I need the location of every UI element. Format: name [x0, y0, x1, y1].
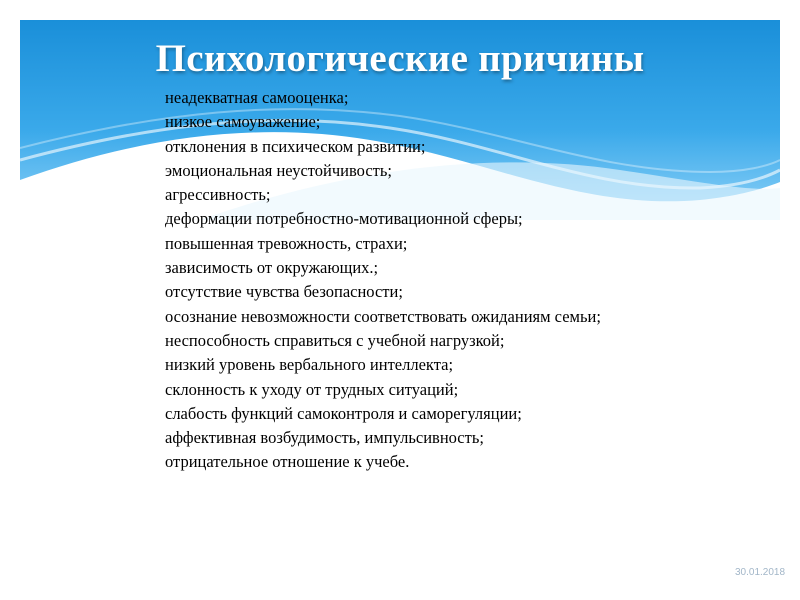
list-item-text: неспособность справиться с учебной нагрузкой;	[165, 330, 505, 350]
list-item-text: низкий уровень вербального интеллекта;	[165, 355, 454, 375]
list-item	[0, 353, 800, 377]
list-item	[0, 86, 800, 110]
list-item-text: отклонения в психическом развитии;	[165, 136, 426, 156]
list-item	[0, 426, 800, 450]
list-item	[0, 232, 800, 256]
list-item-text: деформации потребностно-мотивационной сферы;	[165, 209, 523, 229]
list-item-text: аффективная возбудимость, импульсивность;	[165, 428, 484, 448]
causes-list	[0, 86, 800, 475]
list-item-text: отрицательное отношение к учебе.	[165, 452, 410, 472]
list-item-text: отсутствие чувства безопасности;	[165, 282, 403, 302]
list-item	[0, 256, 800, 280]
list-item	[0, 183, 800, 207]
list-item	[0, 378, 800, 402]
list-item	[0, 450, 800, 474]
list-item	[0, 402, 800, 426]
list-item-text: склонность к уходу от трудных ситуаций;	[165, 379, 459, 399]
list-item-text: слабость функций самоконтроля и саморегуляции;	[165, 403, 522, 423]
list-item-text: повышенная тревожность, страхи;	[165, 233, 408, 253]
list-item-text: низкое самоуважение;	[165, 112, 321, 132]
list-item-text: осознание невозможности соответствовать ожиданиям семьи;	[165, 306, 601, 326]
list-item	[0, 135, 800, 159]
list-item-text: эмоциональная неустойчивость;	[165, 160, 392, 180]
list-item-text: агрессивность;	[165, 185, 271, 205]
slide-title: Психологические причины	[155, 37, 645, 80]
list-item	[0, 207, 800, 231]
list-item	[0, 305, 800, 329]
list-item	[0, 329, 800, 353]
list-item	[0, 280, 800, 304]
list-item-text: зависимость от окружающих.;	[165, 258, 379, 278]
list-item	[0, 110, 800, 134]
slide-date: 30.01.2018	[735, 567, 786, 578]
list-item-text: неадекватная самооценка;	[165, 88, 349, 107]
list-item	[0, 159, 800, 183]
